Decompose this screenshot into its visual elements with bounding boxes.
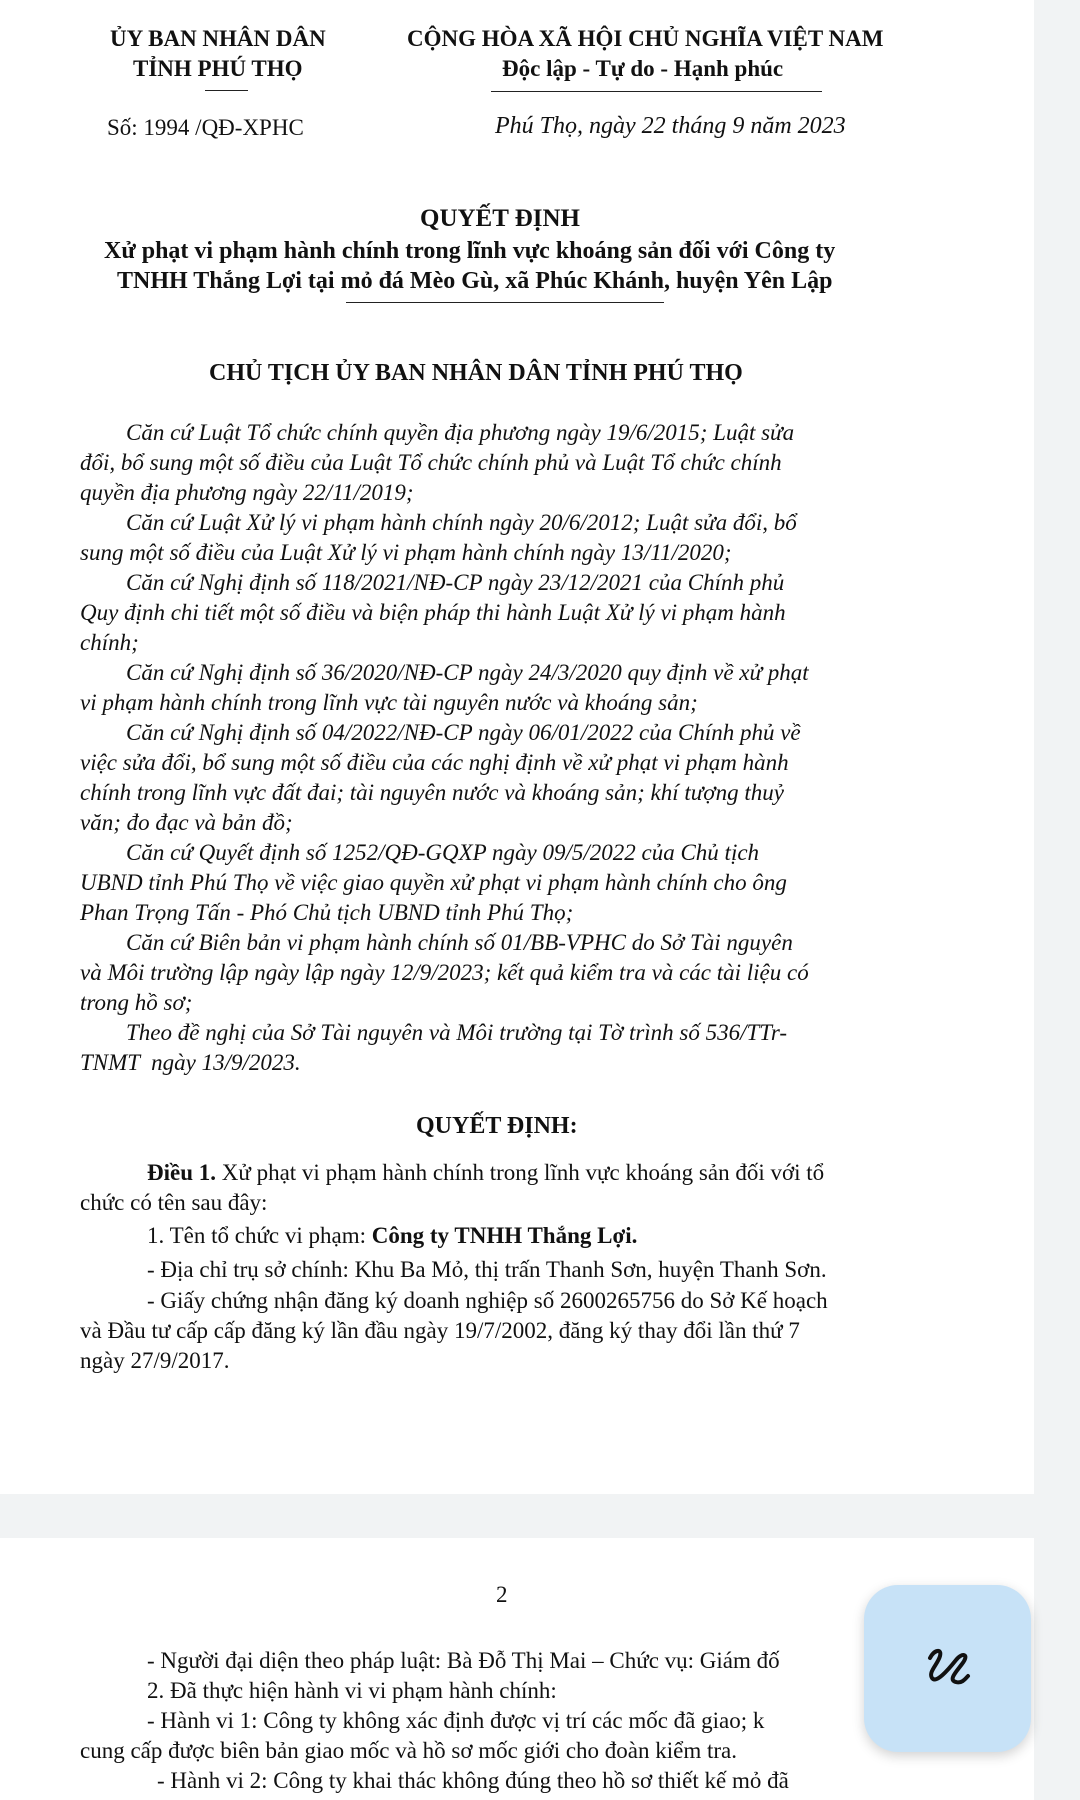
legal-basis-line: và Môi trường lập ngày lập ngày 12/9/2023; kết quả kiểm tra và các tài liệu có	[80, 960, 809, 985]
document-title: QUYẾT ĐỊNH	[420, 205, 580, 232]
legal-basis-line: Căn cứ Biên bản vi phạm hành chính số 01/BB-VPHC do Sở Tài nguyên	[80, 930, 793, 955]
edit-fab-button[interactable]	[864, 1585, 1031, 1752]
header-right-line1: CỘNG HÒA XÃ HỘI CHỦ NGHĨA VIỆT NAM	[407, 26, 884, 51]
act-1-line: - Hành vi 1: Công ty không xác định được vị trí các mốc đã giao; k	[147, 1708, 765, 1733]
header-right-line2: Độc lập - Tự do - Hạnh phúc	[502, 56, 784, 81]
document-subtitle-line1: Xử phạt vi phạm hành chính trong lĩnh vực khoáng sản đối với Công ty	[104, 238, 836, 264]
right-margin	[1034, 0, 1080, 1800]
legal-basis-line: Quy định chi tiết một số điều và biện pháp thi hành Luật Xử lý vi phạm hành	[80, 600, 786, 625]
legal-basis-line: chính;	[80, 630, 139, 655]
legal-basis-line: UBND tỉnh Phú Thọ về việc giao quyền xử phạt vi phạm hành chính cho ông	[80, 870, 787, 895]
header-left-line1: ỦY BAN NHÂN DÂN	[110, 26, 326, 51]
legal-basis-line: vi phạm hành chính trong lĩnh vực tài nguyên nước và khoáng sản;	[80, 690, 698, 715]
legal-basis-line: Căn cứ Nghị định số 118/2021/NĐ-CP ngày 23/12/2021 của Chính phủ	[80, 570, 785, 595]
document-subtitle-line2: TNHH Thắng Lợi tại mỏ đá Mèo Gù, xã Phúc Khánh, huyện Yên Lập	[117, 268, 833, 294]
representative-line: - Người đại diện theo pháp luật: Bà Đỗ Thị Mai – Chức vụ: Giám đố	[147, 1648, 780, 1673]
legal-basis-line: Căn cứ Nghị định số 04/2022/NĐ-CP ngày 06/01/2022 của Chính phủ về	[80, 720, 801, 745]
article-1-continuation: chức có tên sau đây:	[80, 1190, 268, 1215]
item-1-value: Công ty TNHH Thắng Lợi.	[371, 1223, 638, 1248]
legal-basis-line: TNMT ngày 13/9/2023.	[80, 1050, 301, 1075]
act-1-line: cung cấp được biên bản giao mốc và hồ sơ mốc giới cho đoàn kiểm tra.	[80, 1738, 737, 1763]
article-1-label: Điều 1.	[147, 1160, 216, 1185]
subtitle-underline	[346, 302, 664, 303]
header-left-underline	[205, 90, 248, 91]
legal-basis-line: việc sửa đổi, bổ sung một số điều của các nghị định về xử phạt vi phạm hành	[80, 750, 789, 775]
certificate-line: ngày 27/9/2017.	[80, 1348, 230, 1373]
decision-heading: QUYẾT ĐỊNH:	[416, 1113, 578, 1139]
address-line: - Địa chỉ trụ sở chính: Khu Ba Mỏ, thị trấn Thanh Sơn, huyện Thanh Sơn.	[147, 1257, 827, 1282]
certificate-line: - Giấy chứng nhận đăng ký doanh nghiệp số 2600265756 do Sở Kế hoạch	[147, 1288, 828, 1313]
act-2-line: - Hành vi 2: Công ty khai thác không đúng theo hồ sơ thiết kế mỏ đã	[157, 1768, 789, 1793]
header-right-underline	[491, 91, 822, 92]
certificate-line: và Đầu tư cấp cấp đăng ký lần đầu ngày 19/7/2002, đăng ký thay đổi lần thứ 7	[80, 1318, 800, 1343]
page-number: 2	[496, 1582, 508, 1607]
header-left-line2: TỈNH PHÚ THỌ	[133, 56, 303, 81]
article-1-text: Xử phạt vi phạm hành chính trong lĩnh vực khoáng sản đối với tổ	[216, 1160, 825, 1185]
legal-basis-line: Phan Trọng Tấn - Phó Chủ tịch UBND tỉnh Phú Thọ;	[80, 900, 574, 925]
item-1-line	[147, 1223, 637, 1249]
legal-basis-line: văn; đo đạc và bản đồ;	[80, 810, 293, 835]
legal-basis-line: chính trong lĩnh vực đất đai; tài nguyên nước và khoáng sản; khí tượng thuỷ	[80, 780, 784, 805]
legal-basis-line: sung một số điều của Luật Xử lý vi phạm hành chính ngày 13/11/2020;	[80, 540, 732, 565]
legal-basis-line: đổi, bổ sung một số điều của Luật Tổ chức chính phủ và Luật Tổ chức chính	[80, 450, 782, 475]
edit-squiggle-icon	[918, 1636, 978, 1701]
item-2-line: 2. Đã thực hiện hành vi vi phạm hành chính:	[147, 1678, 557, 1703]
legal-basis-line: Căn cứ Luật Tổ chức chính quyền địa phương ngày 19/6/2015; Luật sửa	[80, 420, 795, 445]
document-number: Số: 1994 /QĐ-XPHC	[107, 115, 304, 140]
legal-basis-line: Căn cứ Quyết định số 1252/QĐ-GQXP ngày 09/5/2022 của Chủ tịch	[80, 840, 760, 865]
item-1-label: 1. Tên tổ chức vi phạm:	[147, 1223, 372, 1248]
place-date: Phú Thọ, ngày 22 tháng 9 năm 2023	[495, 113, 846, 139]
legal-basis-line: quyền địa phương ngày 22/11/2019;	[80, 480, 414, 505]
legal-basis-line: trong hồ sơ;	[80, 990, 193, 1015]
authority-heading: CHỦ TỊCH ỦY BAN NHÂN DÂN TỈNH PHÚ THỌ	[209, 360, 743, 386]
article-1-line	[147, 1160, 824, 1186]
legal-basis-line: Theo đề nghị của Sở Tài nguyên và Môi trường tại Tờ trình số 536/TTr-	[80, 1020, 787, 1045]
legal-basis-line: Căn cứ Nghị định số 36/2020/NĐ-CP ngày 24/3/2020 quy định về xử phạt	[80, 660, 809, 685]
legal-basis-line: Căn cứ Luật Xử lý vi phạm hành chính ngày 20/6/2012; Luật sửa đổi, bổ	[80, 510, 797, 535]
